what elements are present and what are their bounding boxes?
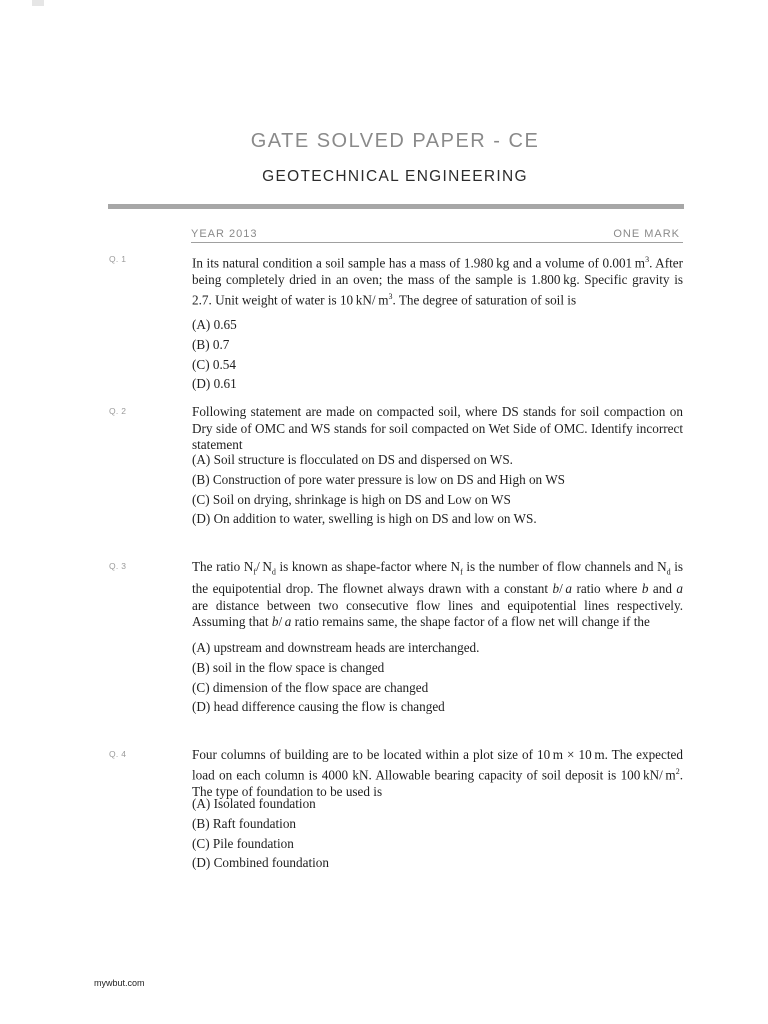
option-b: (B) soil in the flow space is changed — [192, 659, 385, 675]
option-c: (C) 0.54 — [192, 356, 236, 372]
question-number: Q. 1 — [109, 254, 127, 264]
question-number: Q. 4 — [109, 749, 127, 759]
option-a: (A) upstream and downstream heads are interchanged. — [192, 640, 480, 655]
option-b: (B) Raft foundation — [192, 815, 297, 831]
paper-title: GATE SOLVED PAPER - CE — [250, 130, 540, 152]
option-d: (D) Combined foundation — [192, 855, 329, 871]
section-header — [191, 228, 680, 240]
question-stem: Following statement are made on compacted soil, where DS stands for soil compaction on Dry side of OMC and WS stands for soil compacted on Wet Side of OMC. Identify incorrect statement — [192, 404, 683, 453]
option-list — [192, 450, 683, 529]
option-list — [192, 794, 683, 873]
section-year: YEAR 2013 — [191, 228, 258, 240]
option-list — [192, 315, 683, 394]
page-corner-mark — [32, 0, 44, 6]
question-stem: Four columns of building are to be located within a plot size of 10 m × 10 m. The expected load on each column is 4000 kN. Allowable bearing capacity of soil deposit is 100 kN/ $m^2$. The type of foundation to be used is — [192, 747, 683, 799]
question-stem: In its natural condition a soil sample has a mass of 1.980 kg and a volume of 0.001 $m^3$. After being completely dried in an oven; the mass of the sample is 1.800 kg. Specific gravity is 2.7. Unit weight of water is 10 kN/ $m^3$. The degree of saturation of soil is — [192, 255, 683, 307]
option-a: (A) Soil structure is flocculated on DS and dispersed on WS. — [192, 452, 513, 467]
question-number: Q. 3 — [109, 561, 127, 571]
option-list — [192, 638, 683, 717]
option-b: (B) 0.7 — [192, 336, 230, 352]
section-marks: ONE MARK — [613, 228, 680, 240]
option-c: (C) Soil on drying, shrinkage is high on DS and Low on WS — [192, 491, 511, 507]
source-watermark: mywbut.com — [94, 978, 145, 988]
option-d: (D) head difference causing the flow is changed — [192, 699, 445, 715]
option-c: (C) dimension of the flow space are changed — [192, 679, 429, 695]
option-a: (A) Isolated foundation — [192, 796, 316, 811]
option-d: (D) On addition to water, swelling is high on DS and low on WS. — [192, 511, 537, 527]
header-divider — [108, 204, 684, 209]
question-number: Q. 2 — [109, 406, 127, 416]
question-stem: The ratio $N_f/$ $N_d$ is known as shape-factor where $N_f$ is the number of flow channels and $N_d$ is the equipotential drop. The flownet always drawn with a constant b/ a ratio where b and a are distance between two consecutive flow lines and equipotential lines respectively. Assuming that b/ a ratio remains same, the shape factor of a flow net will change if the — [192, 559, 683, 630]
option-d: (D) 0.61 — [192, 376, 237, 392]
option-b: (B) Construction of pore water pressure is low on DS and High on WS — [192, 471, 565, 487]
option-a: (A) 0.65 — [192, 317, 237, 332]
subject-title: GEOTECHNICAL ENGINEERING — [262, 168, 528, 185]
section-divider — [191, 242, 683, 243]
option-c: (C) Pile foundation — [192, 835, 294, 851]
